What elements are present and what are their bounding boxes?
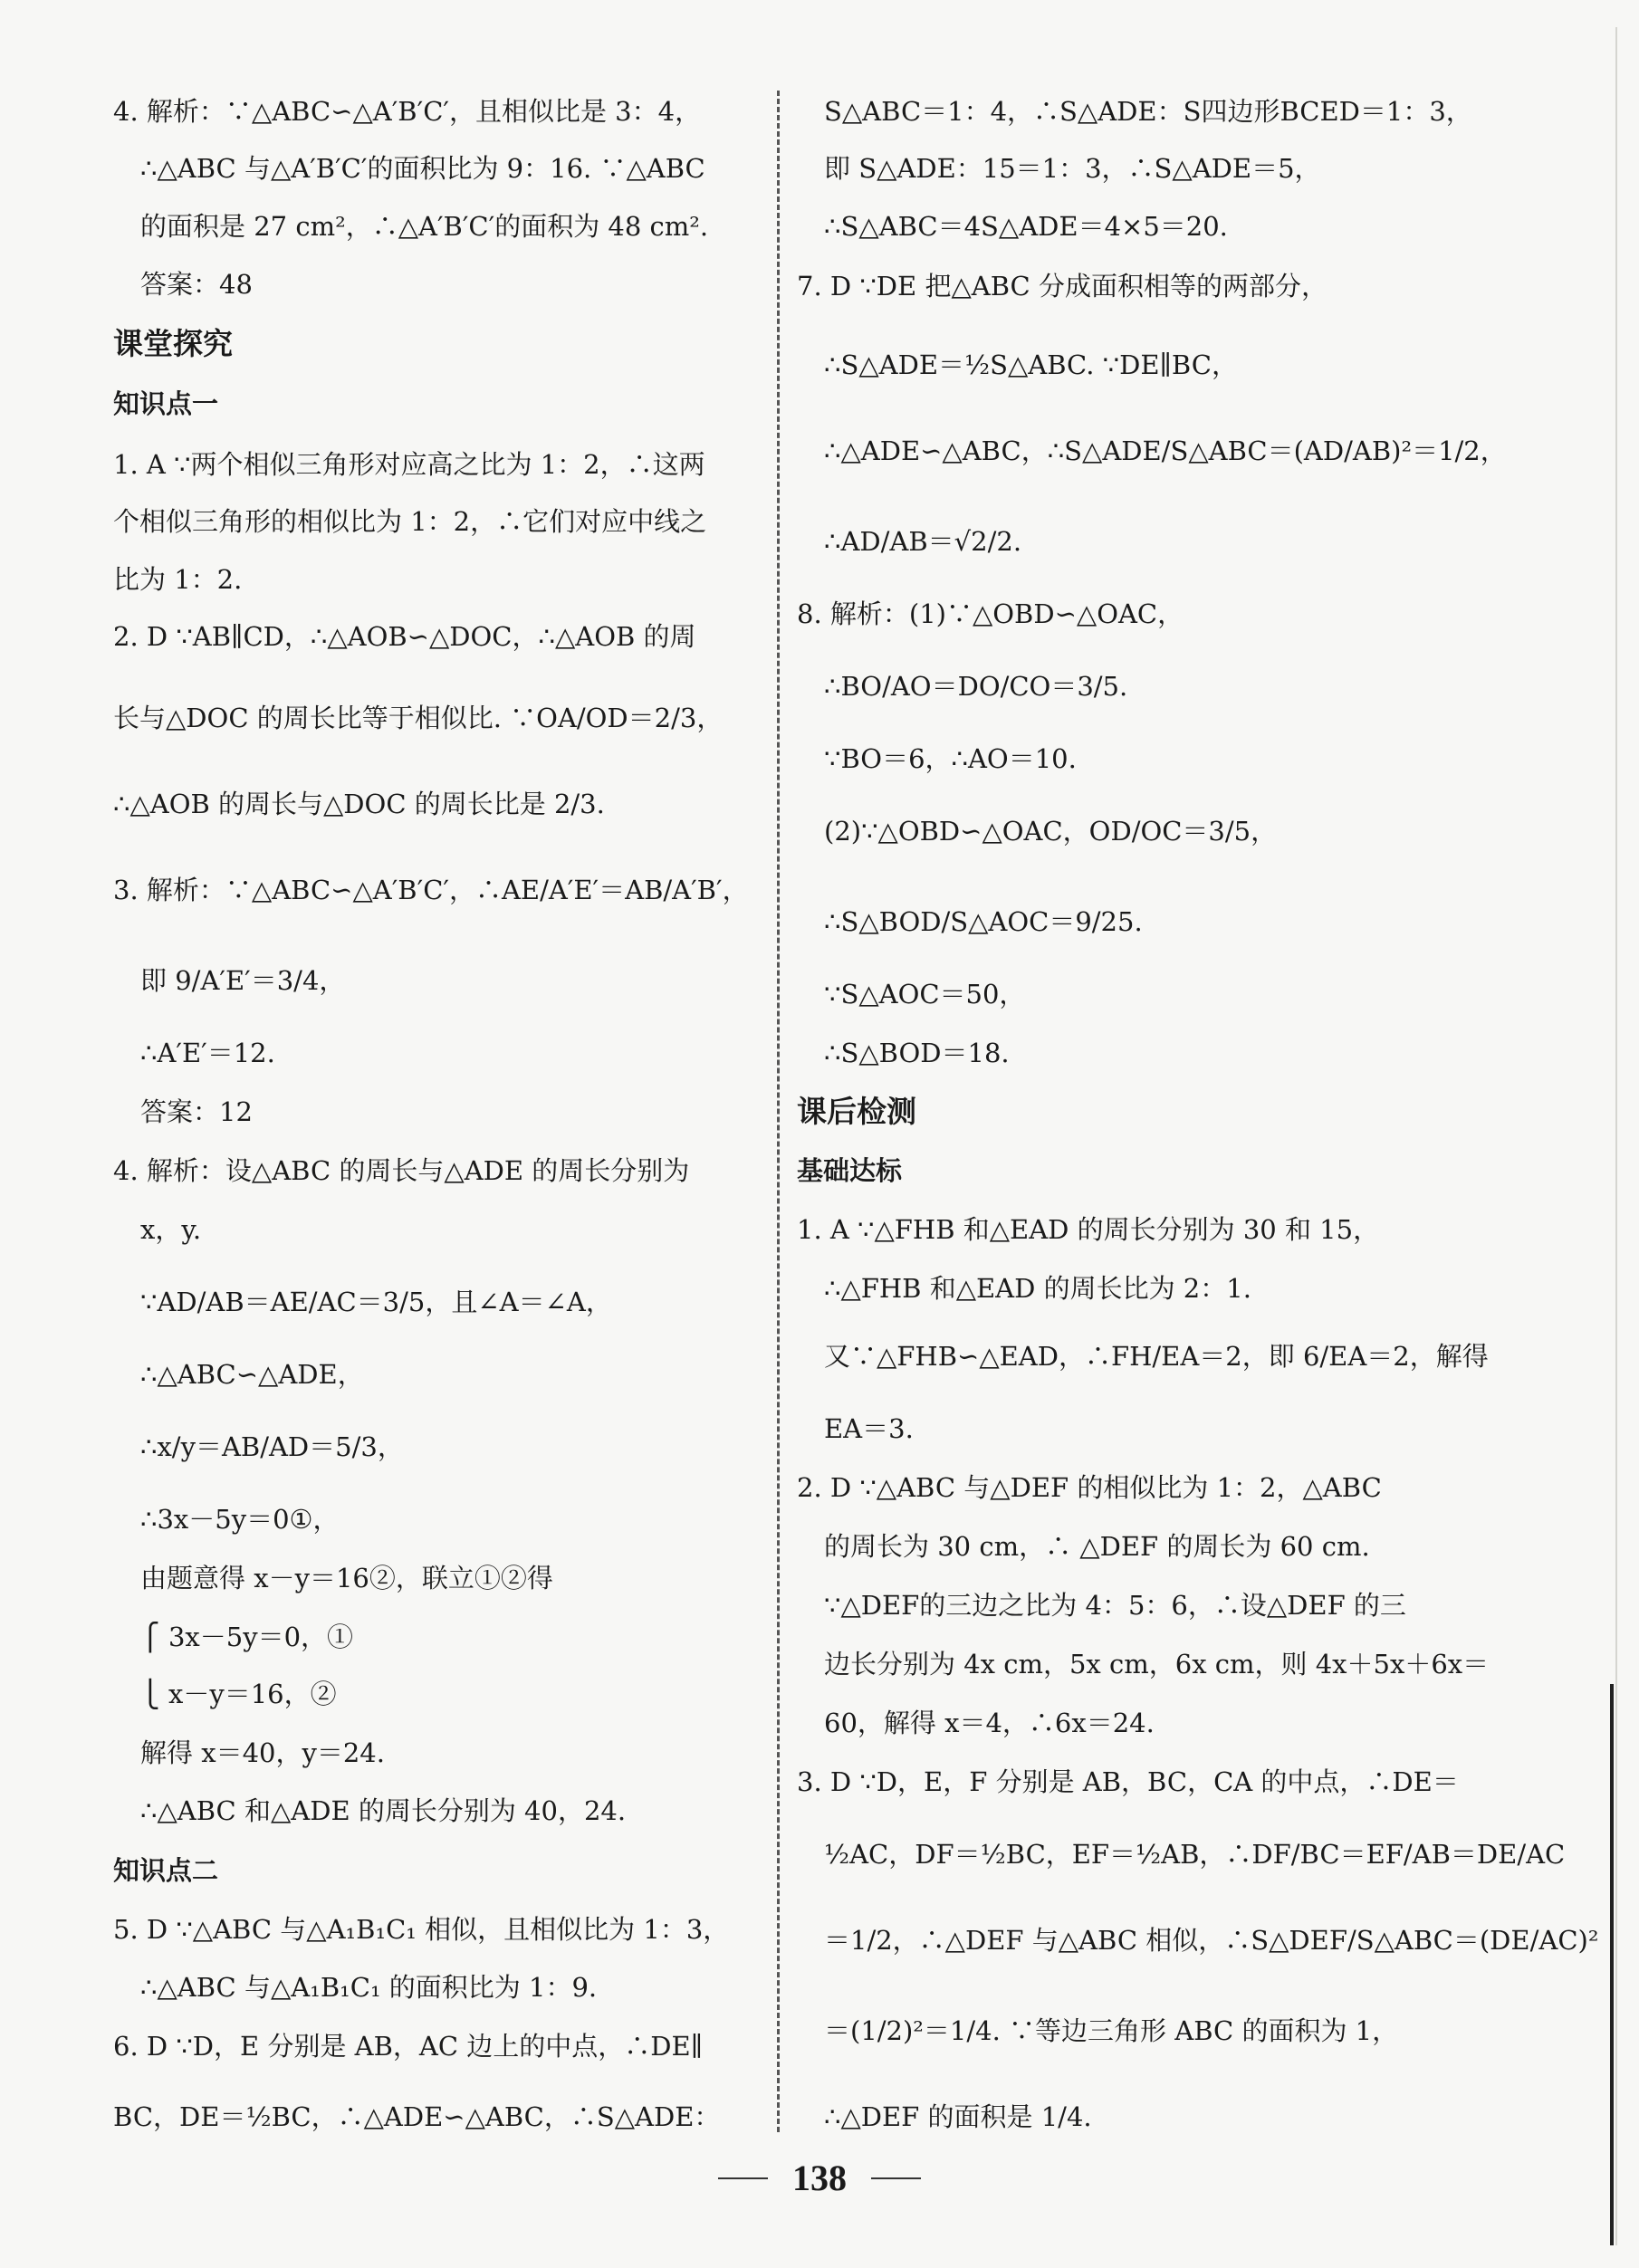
right-text-line: 边长分别为 4x cm，5x cm，6x cm，则 4x＋5x＋6x＝ <box>824 1649 1490 1679</box>
left-text-line: 3. 解析：∵△ABC∽△A′B′C′，∴AE/A′E′＝AB/A′B′， <box>113 875 749 905</box>
right-text-line: 基础达标 <box>797 1155 903 1186</box>
left-text-line: ⎩ x－y＝16，② <box>140 1679 337 1709</box>
left-text-line: ∴3x－5y＝0①， <box>140 1504 340 1535</box>
left-text-line: 5. D ∵△ABC 与△A₁B₁C₁ 相似，且相似比为 1：3， <box>113 1914 730 1945</box>
left-text-line: 长与△DOC 的周长比等于相似比. ∵OA/OD＝2/3， <box>113 703 724 733</box>
left-text-line: 2. D ∵AB∥CD，∴△AOB∽△DOC，∴△AOB 的周 <box>113 621 696 652</box>
right-text-line: 课后检测 <box>797 1094 916 1129</box>
left-text-line: 即 9/A′E′＝3/4， <box>140 965 346 996</box>
left-text-line: x，y. <box>140 1214 202 1245</box>
footer-dash-right <box>871 2177 921 2179</box>
left-text-line: 课堂探究 <box>113 326 233 361</box>
right-text-line: 8. 解析：(1)∵△OBD∽△OAC， <box>797 598 1184 629</box>
left-text-line: ∴A′E′＝12. <box>140 1038 275 1068</box>
left-text-line: 的面积是 27 cm²，∴△A′B′C′的面积为 48 cm². <box>140 211 709 242</box>
left-text-line: ∴x/y＝AB/AD＝5/3， <box>140 1431 404 1462</box>
right-text-line: ½AC，DF＝½BC，EF＝½AB，∴DF/BC＝EF/AB＝DE/AC <box>824 1839 1566 1870</box>
right-text-line: ∵△DEF的三边之比为 4：5：6，∴设△DEF 的三 <box>824 1590 1406 1621</box>
right-text-line: 3. D ∵D，E，F 分别是 AB，BC，CA 的中点，∴DE＝ <box>797 1766 1459 1797</box>
left-text-line: ∴△ABC 和△ADE 的周长分别为 40，24. <box>140 1795 627 1826</box>
right-text-line: ∴△ADE∽△ABC，∴S△ADE/S△ABC＝(AD/AB)²＝1/2， <box>824 435 1507 466</box>
page-shadow <box>1615 27 1617 2245</box>
right-text-line: 又∵△FHB∽△EAD，∴FH/EA＝2，即 6/EA＝2，解得 <box>824 1341 1489 1372</box>
left-text-line: ∴△ABC 与△A₁B₁C₁ 的面积比为 1：9. <box>140 1972 598 2003</box>
right-text-line: (2)∵△OBD∽△OAC，OD/OC＝3/5， <box>824 816 1278 847</box>
left-text-line: 知识点一 <box>113 388 219 419</box>
right-text-line: ＝1/2，∴△DEF 与△ABC 相似，∴S△DEF/S△ABC＝(DE/AC)² <box>824 1925 1599 1956</box>
left-text-line: 答案：48 <box>140 269 253 300</box>
left-text-line: ∴△AOB 的周长与△DOC 的周长比是 2/3. <box>113 789 605 819</box>
left-text-line: 1. A ∵两个相似三角形对应高之比为 1：2，∴这两 <box>113 449 705 480</box>
right-text-line: ∵BO＝6，∴AO＝10. <box>824 743 1077 774</box>
right-text-line: 60，解得 x＝4，∴6x＝24. <box>824 1708 1155 1738</box>
left-text-line: 4. 解析：设△ABC 的周长与△ADE 的周长分别为 <box>113 1155 690 1186</box>
right-text-line: EA＝3. <box>824 1413 914 1444</box>
left-text-line: ⎧ 3x－5y＝0，① <box>140 1622 354 1652</box>
right-text-line: ∴△DEF 的面积是 1/4. <box>824 2101 1092 2132</box>
right-text-line: 7. D ∵DE 把△ABC 分成面积相等的两部分， <box>797 271 1327 301</box>
left-text-line: 解得 x＝40，y＝24. <box>140 1737 385 1768</box>
right-text-line: ∴S△BOD/S△AOC＝9/25. <box>824 906 1143 937</box>
right-text-line: ∴△FHB 和△EAD 的周长比为 2：1. <box>824 1273 1251 1304</box>
left-text-line: ∴△ABC∽△ADE， <box>140 1359 364 1390</box>
left-text-line: 知识点二 <box>113 1855 219 1886</box>
page-edge <box>1610 1684 1614 2245</box>
page-footer <box>0 2157 1639 2199</box>
right-text-line: S△ABC＝1：4，∴S△ADE：S四边形BCED＝1：3， <box>824 96 1472 127</box>
left-text-line: 4. 解析：∵△ABC∽△A′B′C′，且相似比是 3：4， <box>113 96 702 127</box>
page-number: 138 <box>792 2158 847 2198</box>
left-text-line: BC，DE＝½BC，∴△ADE∽△ABC，∴S△ADE： <box>113 2101 721 2132</box>
right-text-line: 1. A ∵△FHB 和△EAD 的周长分别为 30 和 15， <box>797 1214 1380 1245</box>
left-text-line: ∵AD/AB＝AE/AC＝3/5，且∠A＝∠A， <box>140 1287 612 1317</box>
left-text-line: 由题意得 x－y＝16②，联立①②得 <box>140 1563 553 1593</box>
right-text-line: ∴S△ADE＝½S△ABC. ∵DE∥BC， <box>824 349 1238 380</box>
column-divider <box>777 91 780 2132</box>
left-text-line: 6. D ∵D，E 分别是 AB，AC 边上的中点，∴DE∥ <box>113 2031 704 2062</box>
right-text-line: 的周长为 30 cm，∴ △DEF 的周长为 60 cm. <box>824 1531 1370 1562</box>
right-text-line: 即 S△ADE：15＝1：3，∴S△ADE＝5， <box>824 153 1321 184</box>
right-text-line: ∴S△BOD＝18. <box>824 1038 1010 1068</box>
footer-dash-left <box>718 2177 768 2179</box>
right-text-line: ∴BO/AO＝DO/CO＝3/5. <box>824 671 1128 702</box>
left-text-line: 个相似三角形的相似比为 1：2，∴它们对应中线之 <box>113 506 707 537</box>
right-text-line: ∴AD/AB＝√2/2. <box>824 526 1022 557</box>
right-text-line: ∵S△AOC＝50， <box>824 979 1026 1010</box>
right-text-line: ＝(1/2)²＝1/4. ∵等边三角形 ABC 的面积为 1， <box>824 2015 1399 2046</box>
left-text-line: 答案：12 <box>140 1096 253 1127</box>
right-text-line: ∴S△ABC＝4S△ADE＝4×5＝20. <box>824 211 1228 242</box>
left-text-line: ∴△ABC 与△A′B′C′的面积比为 9：16. ∵△ABC <box>140 153 705 184</box>
right-text-line: 2. D ∵△ABC 与△DEF 的相似比为 1：2，△ABC <box>797 1472 1382 1503</box>
left-text-line: 比为 1：2. <box>113 564 243 595</box>
